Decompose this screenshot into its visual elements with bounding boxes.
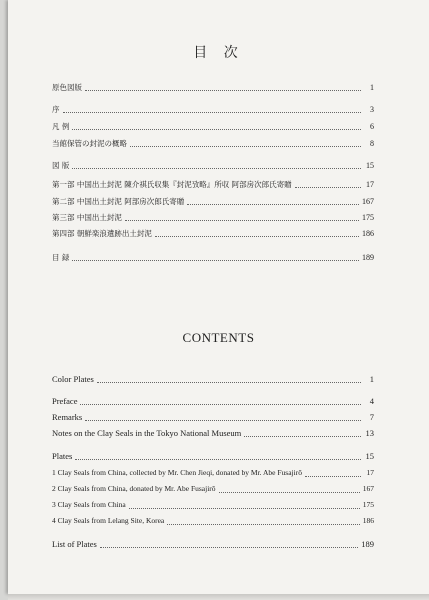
toc-entry-page: 17 (366, 468, 374, 477)
toc-entry (52, 179, 374, 191)
toc-entry (52, 252, 374, 264)
toc-entry-label: 第一部 中国出土封泥 陳介祺氏収集『封泥攷略』所収 阿部房次郎氏寄贈 (52, 180, 292, 189)
toc-entry (52, 484, 374, 496)
toc-entry-label: 第二部 中国出土封泥 阿部房次郎氏寄贈 (52, 197, 185, 206)
toc-entry-page: 7 (369, 412, 374, 422)
toc-entry (52, 539, 374, 551)
toc-entry-page: 15 (366, 161, 374, 170)
toc-entry (52, 396, 374, 408)
toc-entry-page: 8 (370, 139, 374, 148)
dotted-leader (219, 491, 360, 493)
toc-entry-label: 凡 例 (52, 122, 70, 131)
toc-entry-page: 13 (365, 428, 374, 438)
toc-entry-label: 1 Clay Seals from China, collected by Mr. Chen Jieqi, donated by Mr. Abe Fusajirō (52, 468, 302, 477)
toc-title-english: CONTENTS (182, 330, 255, 345)
toc-entry (52, 451, 374, 463)
toc-entry (52, 82, 374, 94)
toc-entry-page: 6 (370, 122, 374, 131)
dotted-leader (100, 546, 358, 548)
toc-entry (52, 412, 374, 424)
dotted-leader (97, 381, 361, 383)
toc-entry-page: 189 (362, 253, 374, 262)
toc-entry (52, 212, 374, 224)
book-page (8, 0, 429, 594)
toc-entry (52, 500, 374, 512)
toc-entry-page: 1 (369, 374, 374, 384)
toc-entry (52, 374, 374, 386)
toc-entry-label: Plates (52, 451, 73, 461)
dotted-leader (85, 419, 361, 421)
dotted-leader (305, 475, 361, 477)
toc-entry-page: 1 (370, 83, 374, 92)
toc-entry (52, 428, 374, 440)
toc-entry-label: Notes on the Clay Seals in the Tokyo National Museum (52, 428, 242, 438)
toc-entry-page: 15 (365, 451, 374, 461)
dotted-leader (125, 219, 359, 221)
dotted-leader (63, 111, 362, 113)
dotted-leader (167, 523, 359, 525)
toc-entry (52, 196, 374, 208)
toc-entry-page: 167 (362, 484, 374, 493)
toc-entry-label: 2 Clay Seals from China, donated by Mr. Abe Fusajirō (52, 484, 216, 493)
toc-entry-label: 第四部 朝鮮楽浪遺跡出土封泥 (52, 229, 152, 238)
toc-entry-page: 175 (362, 213, 374, 222)
toc-entry-label: 3 Clay Seals from China (52, 500, 126, 509)
dotted-leader (75, 458, 361, 460)
toc-entry (52, 468, 374, 480)
toc-entry (52, 228, 374, 240)
toc-entry-label: 図 版 (52, 161, 70, 170)
dotted-leader (72, 259, 359, 261)
toc-entry-page: 186 (362, 516, 374, 525)
dotted-leader (130, 145, 361, 147)
toc-entry-label: 当館保管の封泥の概略 (52, 139, 127, 148)
dotted-leader (80, 403, 361, 405)
toc-entry (52, 104, 374, 116)
dotted-leader (244, 435, 361, 437)
toc-entry-page: 175 (362, 500, 374, 509)
dotted-leader (85, 89, 361, 91)
toc-entry-page: 3 (370, 105, 374, 114)
toc-entry (52, 516, 374, 528)
toc-entry-label: Preface (52, 396, 78, 406)
toc-entry-label: Color Plates (52, 374, 94, 384)
toc-entry-label: 序 (52, 105, 60, 114)
toc-entry-label: List of Plates (52, 539, 97, 549)
toc-entry-label: 4 Clay Seals from Lelang Site, Korea (52, 516, 165, 525)
dotted-leader (187, 203, 359, 205)
dotted-leader (295, 186, 361, 188)
dotted-leader (129, 507, 360, 509)
toc-entry (52, 121, 374, 133)
toc-entry-page: 4 (369, 396, 374, 406)
toc-entry-page: 167 (362, 197, 374, 206)
dotted-leader (72, 128, 361, 130)
toc-entry (52, 160, 374, 172)
toc-entry-page: 186 (362, 229, 374, 238)
toc-entry-label: 第三部 中国出土封泥 (52, 213, 122, 222)
toc-entry-page: 189 (361, 539, 374, 549)
toc-entry (52, 138, 374, 150)
toc-entry-page: 17 (366, 180, 374, 189)
toc-entry-label: 原色図版 (52, 83, 82, 92)
toc-title-japanese: 目 次 (193, 45, 244, 61)
toc-entry-label: 目 録 (52, 253, 70, 262)
dotted-leader (155, 235, 359, 237)
toc-entry-label: Remarks (52, 412, 83, 422)
dotted-leader (72, 167, 361, 169)
